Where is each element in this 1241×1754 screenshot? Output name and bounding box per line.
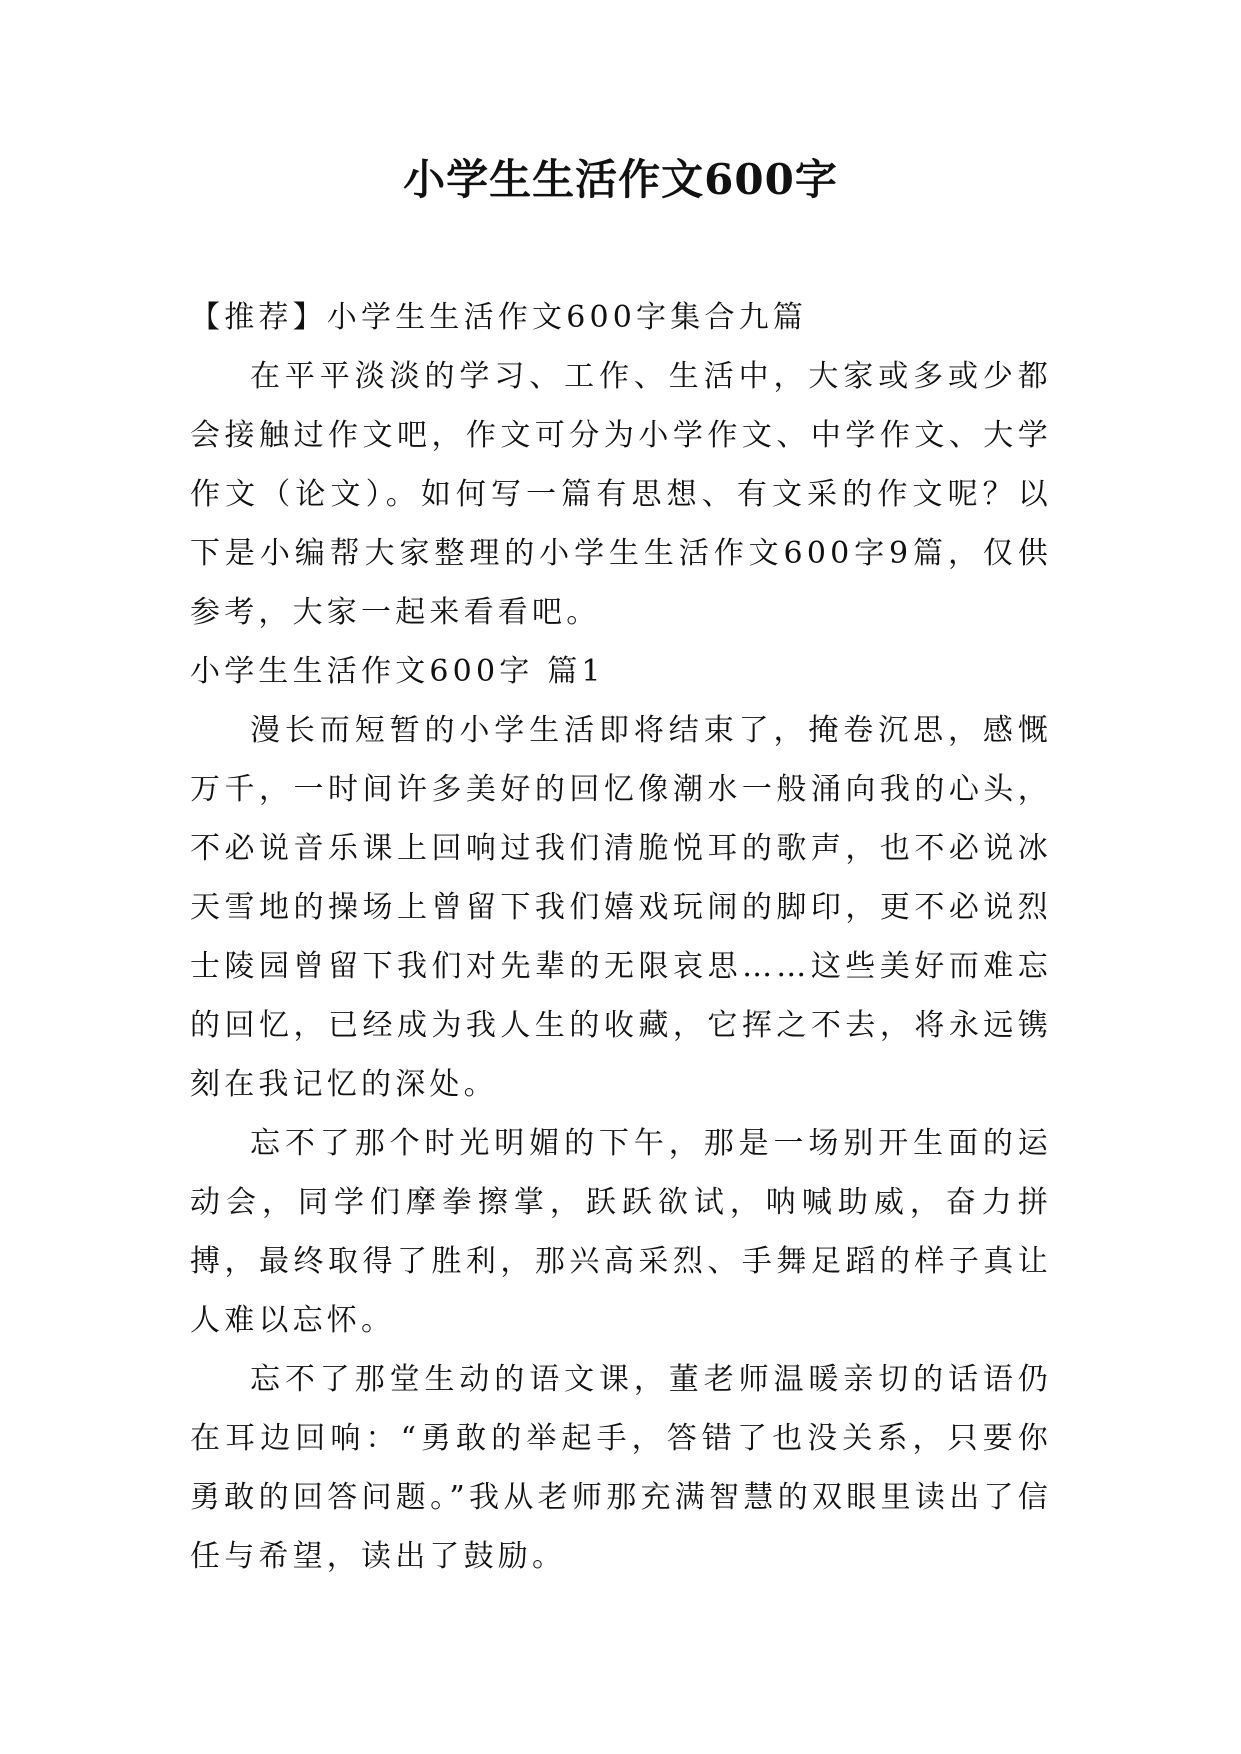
body-paragraph: 忘不了那堂生动的语文课，董老师温暖亲切的话语仍在耳边回响：“勇敢的举起手，答错了也没关系，只要你勇敢的回答问题。”我从老师那充满智慧的双眼里读出了信任与希望，读出了鼓励。 xyxy=(190,1362,1052,1574)
intro-heading: 【推荐】小学生生活作文600字集合九篇 xyxy=(190,300,808,335)
body-paragraph: 忘不了那个时光明媚的下午，那是一场别开生面的运动会，同学们摩拳擦掌，跃跃欲试，呐喊助威，奋力拼搏，最终取得了胜利，那兴高采烈、手舞足蹈的样子真让人难以忘怀。 xyxy=(190,1126,1052,1338)
body-paragraph: 漫长而短暂的小学生活即将结束了，掩卷沉思，感慨万千，一时间许多美好的回忆像潮水一般涌向我的心头，不必说音乐课上回响过我们清脆悦耳的歌声，也不必说冰天雪地的操场上曾留下我们嬉戏玩闹的脚印，更不必说烈士陵园曾留下我们对先辈的无限哀思……这些美好而难忘的回忆，已经成为我人生的收藏，它挥之不去，将永远镌刻在我记忆的深处。 xyxy=(190,713,1052,1102)
document-body xyxy=(190,288,1052,1586)
intro-paragraph: 在平平淡淡的学习、工作、生活中，大家或多或少都会接触过作文吧，作文可分为小学作文、中学作文、大学作文（论文）。如何写一篇有思想、有文采的作文呢？以下是小编帮大家整理的小学生生活作文600字9篇，仅供参考，大家一起来看看吧。 xyxy=(190,359,1052,630)
document-title: 小学生生活作文600字 xyxy=(403,155,838,204)
section-heading: 小学生生活作文600字 篇1 xyxy=(190,654,605,689)
